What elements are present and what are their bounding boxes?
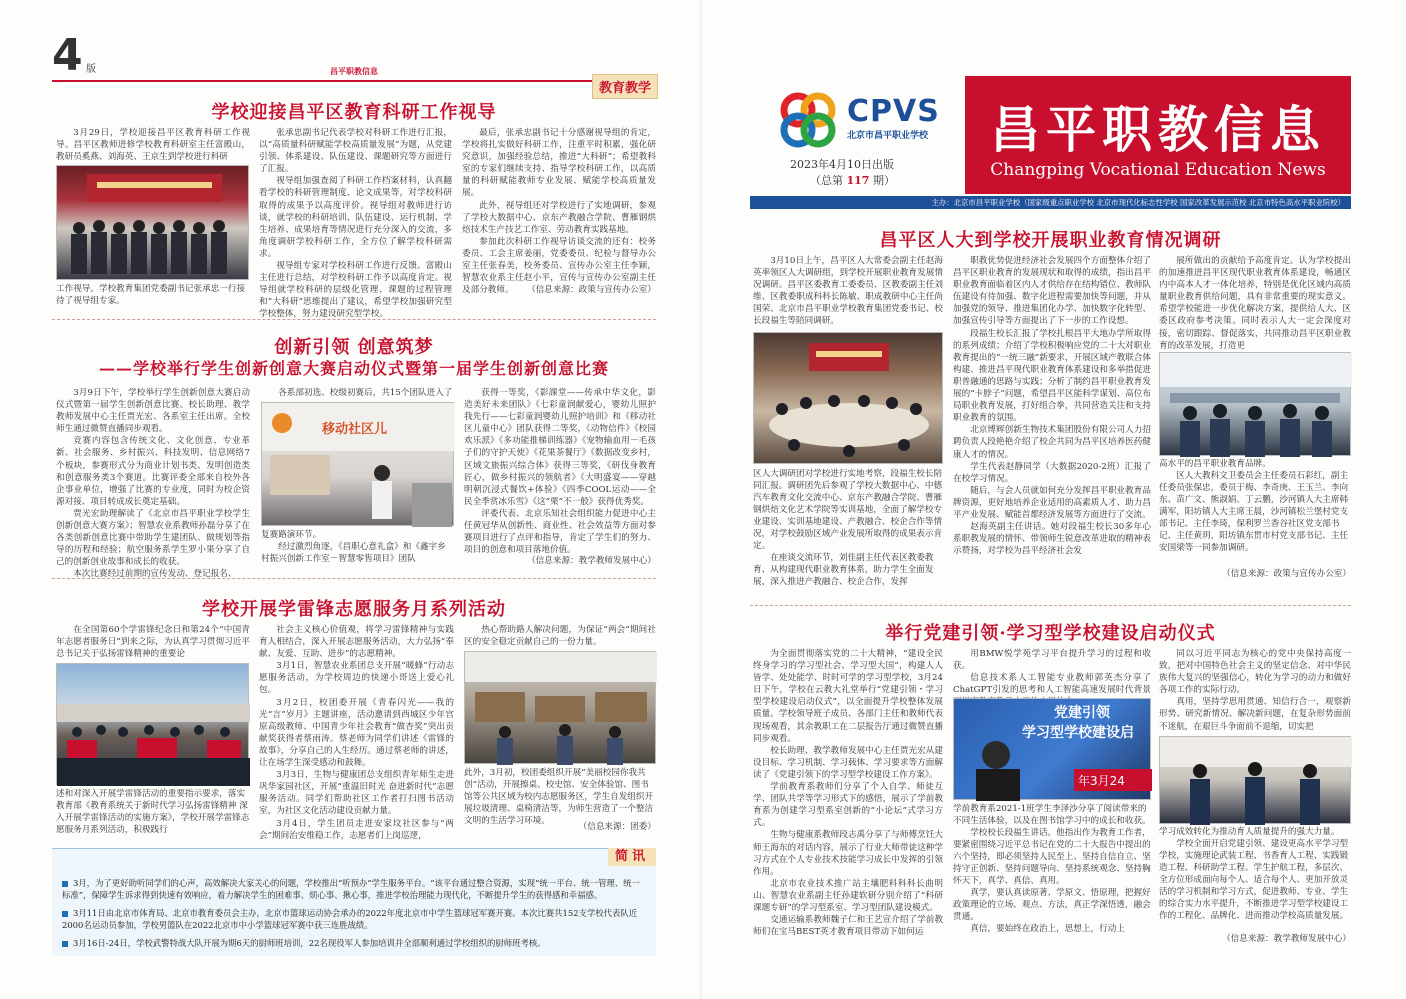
running-header-paper-name: 昌平职教信息 xyxy=(330,66,378,76)
article3-photo2 xyxy=(464,651,656,764)
right-article2-photo-text: 学前教育系2021-1班学生李泽沙分享了阅读带来的不同生活体验，以及在图书馆学习中的成长和收获。 学校校长段福生讲话。他指出作为教育工作者，要紧密围绕习近平总书记在党的二十大报告中提出的六个坚持，即必须坚持人民至上、坚持自信自立、坚持守正创新、坚持问题导向、坚持系统观念、坚持胸怀天下，真学、真信、真用。 真学，要认真读原著、学原文、悟原理，把握好政策理论的立场、观点、方法，真正学深悟透，融会贯通。 真信，要始终在政治上，思想上，行动上 xyxy=(953,804,1151,934)
right-article1-photo2-text: 高水平的昌平职业教育品牌。 区人大教科文卫委员会主任委员石彩红，副主任委员张保忠，委员于梅、李奇庚、王玉兰、李向东、苗广文、熊淑娟、丁云鹏，沙河镇人大主席韩满军，阳坊镇人大主席王晨，沙河镇松兰堡村党支部书记、主任李琦，保利罗兰香谷社区党支部书记、主任黄玥，阳坊镇东贯市村党支部书记、主任安国梁等一同参加调研。 xyxy=(1159,459,1349,553)
photo-banner-text: 党建引领 xyxy=(1054,705,1110,721)
masthead-english-title: Changping Vocational Education News xyxy=(990,160,1326,180)
article3-source: （信息来源：团委） xyxy=(578,822,656,832)
logo-text: CPVS xyxy=(847,94,940,129)
article2-col3: 获得一等奖，《影課堂——传承中华文化，影造美好未来团队》《七彩童润献爱心，婴幼儿照护我先行——七彩童润婴幼儿照护培训》和《移动社区儿童中心》团队获得二等奖，《动物信件》《校园欢乐派》《多功能推梯训练器》《宠物输血用－毛孩子们的守护天使》《花果茶餐厅》《数据改变乡村，区域文旅振兴综合体》获得三等奖，《研伐身教育匠心，做乡村振兴的领航者》《大明盛宴——穿越明朝沉浸式餐饮+体验》《四季COOL运动——全民全季赏冰乐雪》《这“栗”不一般》获得优秀奖。 评委代表、北京乐知社会组织能力促进中心主任黄冠华从创新性、商业性、社会效益等方面对参赛项目进行了点评和指导，肯定了学生们的努力、项目的创意和项目落地价值。 xyxy=(464,388,656,556)
issue-date: 2023年4月10日出版 xyxy=(790,158,894,171)
photo-banner-text: 年3月24 xyxy=(1078,774,1125,788)
right-article1-photo xyxy=(753,332,943,464)
right-article2-photo2 xyxy=(1159,736,1351,824)
bullet-square-icon xyxy=(62,911,68,917)
speech-stage-illustration xyxy=(954,699,1152,801)
article3-col1: 在全国第60个学雷锋纪念日和第24个“中国青年志愿者服务日”到来之际，为认真学习贯彻习近平总书记关于弘扬雷锋精神的重要论 xyxy=(56,625,250,660)
brief-item: 3月，为了更好助听同学们的心声，高效解决大家关心的问题，学校推出“听预办”学生服务平台。“该平台通过整合资源，实现“统一平台、统一管理、统一标准”，保障学生诉求得到快速有效响应，着力解决学生的困难事、烦心事、揪心事，推进学校治理能力现代化，不断提升学生的获得感和幸福感。 xyxy=(62,878,640,900)
campus-cleanup-illustration xyxy=(465,652,657,765)
volunteer-group-illustration xyxy=(57,664,250,786)
article3-title: 学校开展学雷锋志愿服务月系列活动 xyxy=(202,599,506,620)
page-suffix: 版 xyxy=(86,64,96,75)
article2-photo-text: 复赛路演环节。 经过激烈角逐，《昌职心意礼盒》和《鑫宇乡村振兴创新工作室－智慧零售项目》团队 xyxy=(261,530,446,564)
sponsor-bar: 主办：北京市昌平职业学校（国家级重点职业学校 北京市现代化标志性学校 国家改革发展示范校 北京市特色高水平职业院校） xyxy=(750,196,1351,209)
meeting-room-illustration xyxy=(754,333,944,465)
issue-number-line: （总第 117 期） xyxy=(810,174,895,187)
masthead-title: 昌平职教信息 xyxy=(990,100,1326,159)
right-article2-photo xyxy=(953,698,1151,800)
page-number: 4 xyxy=(52,30,83,81)
right-article2-title: 举行党建引领·学习型学校建设启动仪式 xyxy=(885,623,1216,644)
right-page xyxy=(703,0,1406,999)
right-article1-photo2 xyxy=(1159,352,1351,456)
article1-title: 学校迎接昌平区教育科研工作视导 xyxy=(211,102,497,123)
brief-item: 3月16日-24日，学校武警特战大队开展为期6天的厨师班培训，22名现役军人参加培训并全部顺利通过学校组织的厨师班考核。 xyxy=(62,937,648,951)
article2-source: （信息来源：教学教师发展中心） xyxy=(527,556,656,566)
article1-col1: 3月29日，学校迎接昌平区教育科研工作视导。昌平区教师进修学校教育科研室主任富殿山，教研员奚燕、刘海英、王京生到学校进行科研 xyxy=(56,128,250,163)
article1-photo-text: 工作视导。学校教育集团党委副书记张承忠一行接待了视导组专家。 xyxy=(56,284,246,306)
right-article1-photo-text: 区人大调研团对学校进行实地考察，段福生校长陪同汇报。调研团先后参观了学校大数据中心、中德汽车教育文化交流中心、京东产教融合学院、曹雁钢烘焙文化艺术学院等实训基地，全面了解学校专业建设、实训基地建设、产教融合、校企合作等情况，对学校鼓励区域产业发展所取得的成果表示肯定。 在座谈交流环节，刘佳副主任代表区教委教育、从构建现代职业教育体系，助力学生全面发展，深入推进产教融合、校企合作，发挥 xyxy=(753,469,943,587)
divider xyxy=(52,578,656,579)
right-article2-col2: 用BMW悦学苑学习平台提升学习的过程和收获。 信息技术系人工智能专业教师郭英杰分享了ChatGPT引发的思考和人工智能高速发展时代背景 xyxy=(953,649,1151,696)
brief-item: 3月11日由北京市体育局、北京市教育委员会主办，北京市篮球运动协会承办的2022年度北京市中学生篮球冠军赛开赛。本次比赛共152支学校代表队近2000名运动员参加，学校男篮队在2022北京市中小学篮球冠军赛中获三连胜战绩。 xyxy=(62,908,638,930)
article3-col2: 社会主义核心价值观，将学习雷锋精神与实践育人相结合，深入开展志愿服务活动，大力弘扬“奉献、友爱、互助、进步”的志愿精神。 3月1日，智慧农业系团总支开展“暖蜂”行动志愿服务活动，为学校周边的快递小哥送上爱心礼包。 3月2日，校团委开展《青春闪光——我的光“言”岁月》主题讲座，活动邀请到西城区少年宫原高级教师、中国青少年社会教育“做杏奖”突出贡献奖获得者蔡雨涛。蔡老师为同学们讲述《雷锋的故事》，分享自己的人生经历。通过蔡老师的讲述，让在场学生深受感动和鼓舞。 3月3日，生物与健康团总支组织青年师生走进巩华家园社区，开展“重温旧时光 奋进新时代”志愿服务活动。同学们帮助社区工作者打扫图书活动室，为社区文化活动建设贡献力量。 3月4日，学生团员走进安家坟社区参与“两会”期间治安维稳工作，志愿者们上岗巡逻， xyxy=(259,625,454,841)
cpvs-logo-icon xyxy=(778,90,842,150)
group-photo-illustration xyxy=(57,166,250,281)
bullet-square-icon xyxy=(62,941,68,947)
right-article2-source: （信息来源：教学教师发展中心） xyxy=(1222,934,1351,944)
right-article2-col3: 同以习近平同志为核心的党中央保持高度一致，把对中国特色社会主义的坚定信念、对中华民族伟大复兴的坚强信心，转化为学习的动力和做好各项工作的实际行动。 真用，坚持学思用贯通、知信行合一，观察新形势、研究新情况、解决新问题，在复杂形势面前不迷航，在艰巨斗争面前不退缩，切实把 xyxy=(1159,649,1351,732)
right-article1-col1: 3月10日上午，昌平区人大常委会副主任赵海英率领区人大调研组，到学校开展职业教育发展情况调研。昌平区委教育工委委员、区教委副主任刘维、区教委职成科科长陈敏、职成教研中心主任尚国荣、北京市昌平职业学校教育集团党委书记、校长段福生等陪同调研。 xyxy=(753,256,943,327)
right-article1-source: （信息来源：政策与宣传办公室） xyxy=(1222,569,1351,579)
article1-col2: 张承忠副书记代表学校对科研工作进行汇报，以“高质量科研赋能学校高质量发展”为题，从党建引领、体系建设、队伍建设、课题研究等方面进行了汇报。 视导组加强查阅了科研工作档案材料，认真翻看学校的科研管理制度、论文成果等，对学校科研取得的成果予以高度评价。视导组对教师进行访谈，就学校的科研培训、队伍建设、运行机制、学生培养、成果培育等情况进行充分深入的交流，多角度调研学校科研工作，全方位了解学校科研需求。 视导组专家对学校科研工作进行反馈。富殿山主任进行总结，对学校科研工作予以高度肯定。视导组就学校科研的层级化管理、课题的过程管理和“大科研”思维提出了建议，希望学校加强研究型学校整体，努力建设研究型学校。 xyxy=(259,128,452,320)
article3-photo2-text: 此外，3月初，校团委组织开展“美丽校园你我共创”活动，开展擦桌、校史馆、安全体验馆、图书馆等公共区域为校内志愿服务区，学生自发组织开展垃圾清理、桌椅清洁等，为师生营造了一个整洁文明的生活学习环境。 xyxy=(464,768,654,826)
right-article2-photo2-text: 学习成效转化为推动育人质量提升的强大力量。 学校全面开启党建引领、建设更高水平学习型学校，实施理论武装工程、书香育人工程、实践锻造工程、科研助学工程、学生护航工程，多层次、全方位形成面向每个人、适合每个人、更加开放灵活的学习机制和学习方式，促进教师、专业、学生的综合实力水平提升，不断推进学习型学校建设工作的工程化、品牌化、进而推动学校高质量发展。 xyxy=(1159,827,1349,921)
stage-presentation-illustration xyxy=(262,403,455,527)
issue-number: 117 xyxy=(846,174,870,187)
photo-banner-text: 学习型学校建设启 xyxy=(1022,725,1134,741)
right-article1-col2: 职教优势促进经济社会发展四个方面整体介绍了昌平区职业教育的发展现状和取得的成绩，指出昌平职业教育面临着区内人才供给存在结构错位、教师队伍建设有待加强、数字化进程需要加快等问题，并从加强党的领导、推进集团化办学、加快数字化转型、加强宣传引导等方面提出了下一步的工作设想。 段福生校长汇报了学校扎根昌平大地办学所取得的系列成绩；介绍了学校积极响应党的二十大对职业教育提出的“一统三融”新要求，开展区域产教联合体构建、推进昌平现代职业教育体系建设和多举措促进职普融通的思路与实践；分析了制约昌平职业教育发展的“卡脖子”问题，希望昌平区能科学谋划、高位布局职业教育发展，打好组合拳，共同营造关注和支持职业教育的氛围。 北京博辉创新生物技术集团股份有限公司人力招聘负责人段艳艳介绍了校企共同为昌平区培养医药健康人才的情况。 学生代表赵静同学（大数据2020-2班）汇报了在校学习情况。 随后，与会人员就如何充分发挥昌平职业教育品牌资源，更好地培养企业适用的高素质人才、助力昌平产业发展、赋能首都经济发展等方面进行了交流。 赵海英副主任讲话。她对段福生校长30多年心系职教发展的情怀、带领师生锐意改革进取的精神表示赞扬，对学校为昌平经济社会发 xyxy=(953,256,1151,557)
school-name: 北京市昌平职业学校 xyxy=(847,131,929,141)
right-article2-col1: 为全面贯彻落实党的二十大精神，“建设全民终身学习的学习型社会、学习型大国”，构建人人皆学、处处能学、时时可学的学习型学校，3月24日下午，学校在云教大礼堂举行“党建引领・学习型学校建设启动仪式”，以全面提升学校整体发展质量。学校领导班子成员、各部门主任和教师代表现场观看，其余教职工在二层报告厅通过微赞直播同步观看。 校长助理、教学教师发展中心主任贾光宏从建设目标、学习机制、学习载体、学习要求等方面解读了《党建引领下的学习型学校建设工作方案》。 学前教育系教师们分享了个人自学、师徒互学、团队共学等学习形式下的感悟，展示了学前教育系为创建学习型系室创新的“小论坛”式学习方式。 生物与健康系教师段志禹分享了与师傅烹饪大师王海东的对话内容，展示了行业大师带徒这种学习方式在个人专业技术技能学习成长中发挥的引领作用。 北京市农业技术推广站主壤肥料科科长曲明山、智慧农业系副主任孙建软研分别介绍了“科研课题专研”的学习型系室、学习型团队建设模式。 交通运输系教师魏子仁和王艺宣介绍了学前教师们在宝马BEST英才教育项目带动下如何运 xyxy=(753,649,943,938)
photo-banner-text: 移动社区儿 xyxy=(322,422,388,437)
divider xyxy=(52,319,656,320)
article2-title-line2: ——学校举行学生创新创意大赛启动仪式暨第一届学生创新创意比赛 xyxy=(98,359,609,378)
article1-photo xyxy=(56,165,249,280)
bullet-square-icon xyxy=(62,881,68,887)
article3-col3: 热心帮助路人解决问题，为保证“两会”期间社区的安全稳定贡献自己的一份力量。 xyxy=(464,625,656,648)
brief-tag: 简讯 xyxy=(608,848,656,866)
classroom-visit-illustration xyxy=(1160,353,1352,457)
right-article1-col3: 展所做出的贡献给予高度肯定。认为学校提出的加速推进昌平区现代职业教育体系建设，畅通区内中高本人才一体化培养，特别是优化区域内高质量职业教育供给问题，具有非常重要的现实意义。希望学校能进一步优化解决方案，提供给人大、区委区政府参考决策。同时表示人大一定会深度对接，密切跟踪、督促落实，共同推动昌平区职业教育的改革发展，打造更 xyxy=(1159,256,1351,351)
article1-col3: 最后，张承忠副书记十分感谢视导组的肯定，学校将扎实做好科研工作，注重平时积累，强化研究意识，加强经验总结，推进“大科研”；希望教科室的专家们继续支持、指导学校科研工作，以高质量的科研赋能教师专业发展、赋能学校高质量发展。 此外，视导组还对学校进行了实地调研，参观了学校大数据中心、京东产教融合学院、曹雁钢烘焙技术生产技艺工作室、劳动教育实践基地。 参加此次科研工作视导访谈交流的还有：校务委员、工会主席姜丽，党委委员、纪检与督导办公室主任张春美，校务委员、宣传办公室主任李颖，智慧农业系主任赵小平，宣传与宣传办公室副主任及部分教师。 xyxy=(462,128,656,296)
article3-photo xyxy=(56,663,249,785)
article2-photo xyxy=(261,402,454,526)
section-tag: 教育教学 xyxy=(592,74,658,99)
divider xyxy=(750,605,1351,606)
article3-photo-text: 述和对深入开展学雷锋活动的重要指示要求，落实教育部《教育系统关于新时代学习弘扬雷锋精神 深入开展学雷锋活动的实施方案》，学校开展学雷锋志愿服务月系列活动，积极践行 xyxy=(56,789,250,835)
header-rule xyxy=(52,80,654,82)
article2-title-line1: 创新引领 创意筑梦 xyxy=(274,337,434,358)
student-presenters-illustration xyxy=(1160,737,1352,825)
article2-col2: 各系部初选、校级初赛后，共15个团队进入了 xyxy=(278,388,453,398)
masthead-title-block xyxy=(965,76,1351,194)
masthead-logo-area xyxy=(750,76,965,194)
article2-col1: 3月9日下午，学校举行学生创新创意大赛启动仪式暨第一届学生创新创意比赛。校长助理、教学教师发展中心主任贾光宏、各系室主任出席。全校师生通过微赞直播同步观看。 竞赛内容包含传统文化、文化创意、专业革新、社会服务、乡村振兴、科技发明、信息网络7个板块，参赛形式分为商业计划书类、发明创造类和创意服务类3个赛道。比赛评委全部来自校外各企事业单位，增强了比赛的专业度，同时为校企资源对接、项目转成成长奠定基础。 贾光宏助理解读了《北京市昌平职业学校学生创新创意大赛方案》；智慧农业系教师孙磊分享了在各类创新创意比赛中带助学生建团队、做规划等指导的历程和经验；航空服务系学生罗小果分享了自己的创新创业故事和成长的收获。 本次比赛经过前期的宣传发动、登记报名、 xyxy=(56,388,250,580)
brief-box xyxy=(52,848,656,956)
right-article1-title: 昌平区人大到学校开展职业教育情况调研 xyxy=(879,230,1222,251)
article1-source: （信息来源：政策与宣传办公室） xyxy=(527,285,656,295)
